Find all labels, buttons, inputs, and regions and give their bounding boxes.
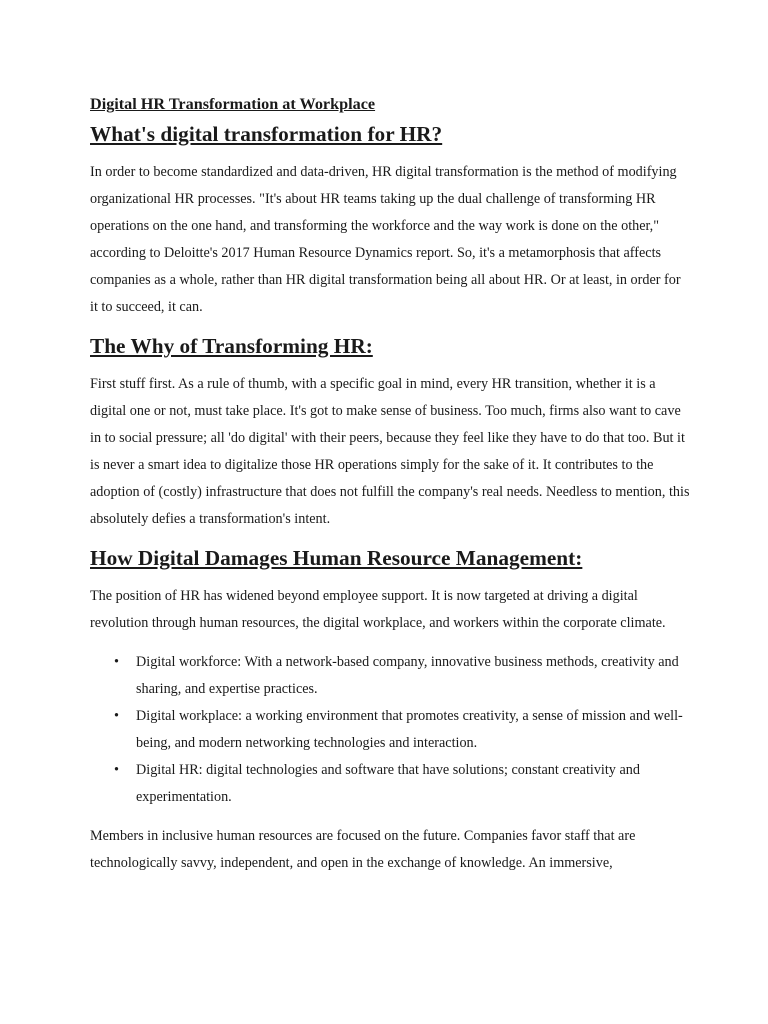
section-heading-what-is: What's digital transformation for HR? (90, 122, 443, 146)
list-item (90, 703, 690, 757)
section-paragraph-why: First stuff first. As a rule of thumb, with a specific goal in mind, every HR transition, whether it is a digital one or not, must take place. It's got to make sense of business. Too much, firms also want to cave in to social pressure; all 'do digital' with their peers, because they feel like they have to do that too. But it is never a smart idea to digitalize those HR operations simply for the sake of it. It contributes to the adoption of (costly) infrastructure that does not fulfill the company's real needs. Needless to mention, this absolutely defies a transformation's intent. (90, 376, 690, 527)
bullet-icon: • (114, 762, 119, 778)
document-page (90, 92, 690, 877)
list-item-text: Digital workforce: With a network-based company, innovative business methods, creativity and sharing, and expertise practices. (136, 654, 679, 697)
section-paragraph-what-is: In order to become standardized and data-driven, HR digital transformation is the method of modifying organizational HR processes. "It's about HR teams taking up the dual challenge of transforming HR operations on the one hand, and transforming the workforce and the way work is done on the other," according to Deloitte's 2017 Human Resource Dynamics report. So, it's a metamorphosis that affects companies as a whole, rather than HR digital transformation being all about HR. Or at least, in order for it to succeed, it can. (90, 164, 681, 315)
document-title: Digital HR Transformation at Workplace (90, 95, 376, 113)
list-item (90, 757, 690, 811)
list-item-text: Digital HR: digital technologies and software that have solutions; constant creativity and experimentation. (136, 762, 640, 805)
list-item (90, 649, 690, 703)
list-item-text: Digital workplace: a working environment that promotes creativity, a sense of mission and well-being, and modern networking technologies and interaction. (136, 708, 683, 751)
bullet-list (90, 649, 690, 811)
bullet-icon: • (114, 708, 119, 724)
section-heading-why: The Why of Transforming HR: (90, 334, 373, 358)
section-heading-how: How Digital Damages Human Resource Management: (90, 546, 583, 570)
section-paragraph-how: The position of HR has widened beyond employee support. It is now targeted at driving a digital revolution through human resources, the digital workplace, and workers within the corporate climate. (90, 588, 666, 631)
section-paragraph-closing: Members in inclusive human resources are focused on the future. Companies favor staff that are technologically savvy, independent, and open in the exchange of knowledge. An immersive, (90, 828, 636, 871)
bullet-icon: • (114, 654, 119, 670)
